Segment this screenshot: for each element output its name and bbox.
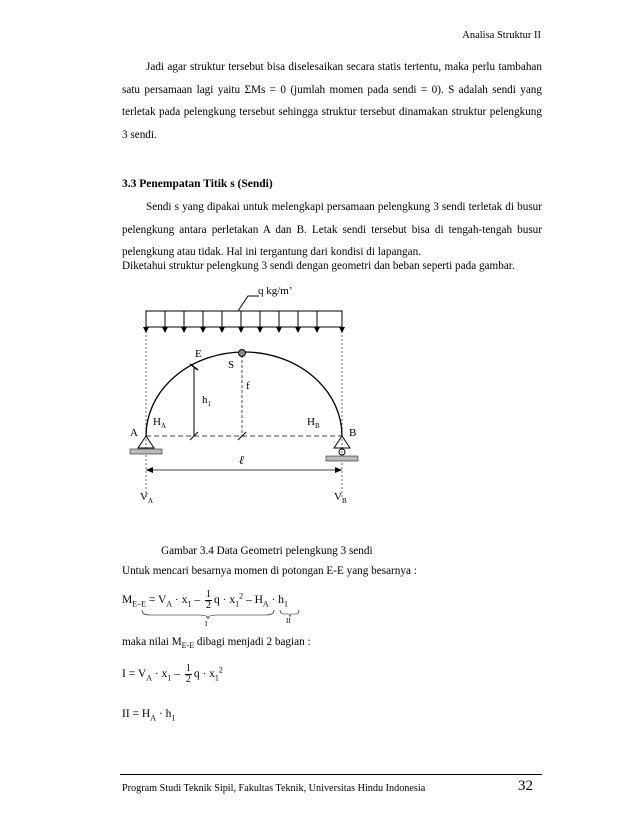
intro-paragraph: Jadi agar struktur tersebut bisa diselesaikan secara statis tertentu, maka perlu tambahan satu persamaan lagi yaitu ΣMs = 0 (jumlah momen pada sendi = 0). S adalah sendi yang terletak pada pelengkung tersebut sehingga struktur tersebut dinamakan struktur pelengkung 3 sendi. xyxy=(122,61,542,141)
page-number: 32 xyxy=(518,778,533,794)
distributed-load xyxy=(143,296,345,333)
underbrace-marks xyxy=(140,608,300,628)
running-header: Analisa Struktur II xyxy=(462,30,541,41)
hinge-s xyxy=(239,350,246,357)
label-ha: $H_A$ xyxy=(153,416,167,430)
label-vb: $V_B$ xyxy=(334,491,347,505)
load-label: q kg/m’ xyxy=(258,285,293,297)
label-hb: $H_B$ xyxy=(307,416,320,430)
label-h1: $h_1$ xyxy=(202,394,211,408)
svg-text:II: II xyxy=(286,617,291,625)
svg-text:I: I xyxy=(205,620,208,628)
equation-ii: II = $H_A \cdot h_1$ xyxy=(122,708,176,723)
section-paragraph: Sendi s yang dipakai untuk melengkapi persamaan pelengkung 3 sendi terletak di busur pelengkung antara perletakan A dan B. Letak sendi tersebut bisa di tengah-tengah busur pelengkung atau tidak. Hal ini tergantung dari kondisi di lapangan. xyxy=(122,201,542,258)
label-e: E xyxy=(195,348,202,360)
span-label: ℓ xyxy=(239,453,244,467)
section-heading: 3.3 Penempatan Titik s (Sendi) xyxy=(122,178,273,190)
figure-caption: Gambar 3.4 Data Geometri pelengkung 3 sendi xyxy=(161,545,373,557)
label-va: $V_A$ xyxy=(140,491,154,505)
equation-i: $I = V_A \cdot x_1$ – $\frac{1}{2}$ $q \cdot x_1^2$ xyxy=(122,663,223,685)
label-b: B xyxy=(349,427,357,439)
footer-rule xyxy=(120,774,542,775)
label-f: f xyxy=(246,380,250,392)
label-a: A xyxy=(130,427,138,439)
text-line-1: Untuk mencari besarnya momen di potongan E-E yang besarnya : xyxy=(122,565,417,577)
equation-mee: $M_{E-E} = V_A \cdot x_1$ – $\frac{1}{2}$ $q \cdot x_1^2 - H_A \cdot h_1$ xyxy=(122,589,289,611)
text-line-2: maka nilai $M_{E-E}$ dibagi menjadi 2 bagian : xyxy=(122,636,311,651)
footer-text: Program Studi Teknik Sipil, Fakultas Teknik, Universitas Hindu Indonesia xyxy=(122,783,426,794)
figure-intro-line: Diketahui struktur pelengkung 3 sendi dengan geometri dan beban seperti pada gambar. xyxy=(122,260,515,272)
label-s: S xyxy=(228,359,235,371)
